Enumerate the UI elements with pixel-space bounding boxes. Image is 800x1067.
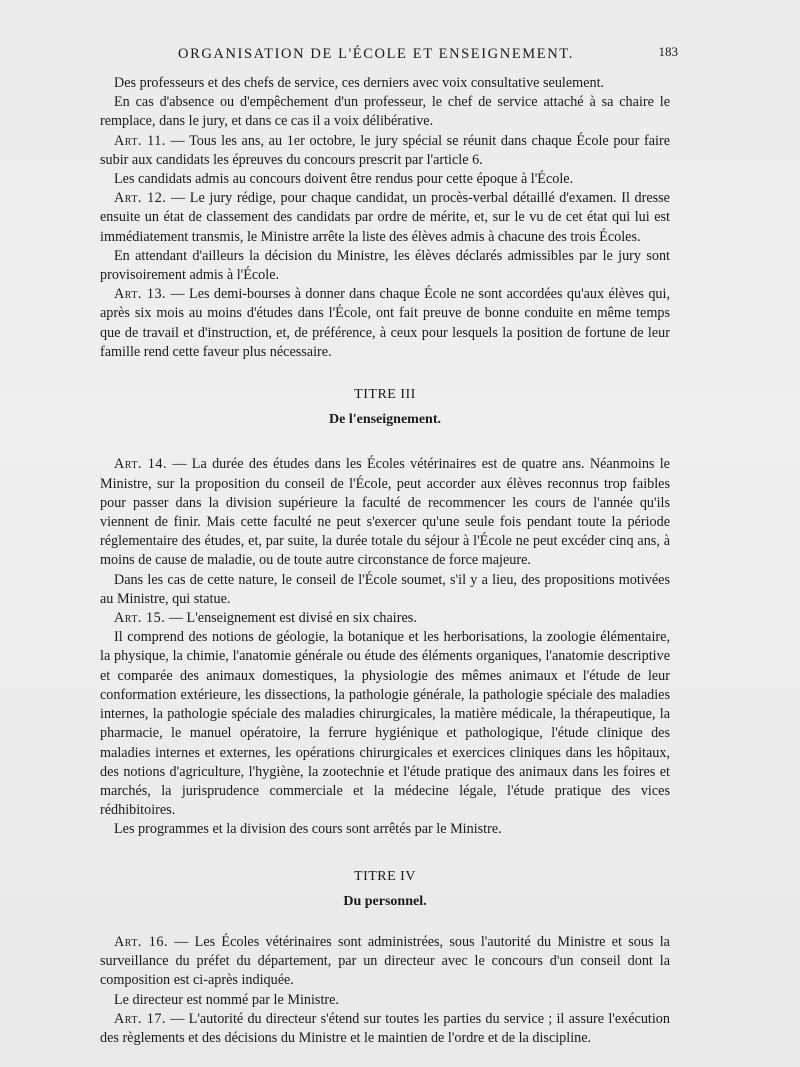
article-number: Art. 13. — [114, 286, 167, 303]
paragraph-text: Les programmes et la division des cours sont arrêtés par le Ministre. — [114, 821, 502, 838]
paragraph — [100, 991, 670, 1010]
paragraph-text: — Tous les ans, au 1er octobre, le jury spécial se réunit dans chaque École pour faire subir aux candidats les épreuves du concours prescrit par l'article 6. — [100, 132, 670, 168]
titre-iv-subtitle: Du personnel. — [343, 893, 427, 909]
paragraph-text: — Les Écoles vétérinaires sont administrées, sous l'autorité du Ministre et sous la surveillance du préfet du département, par un directeur avec le concours d'un conseil dont la composition est ci-après indiquée. — [100, 933, 670, 989]
paragraph — [100, 1010, 670, 1048]
section-personnel — [100, 933, 670, 1048]
paragraph — [100, 820, 670, 839]
section-enseignement — [100, 455, 670, 839]
article-number: Art. 11. — [114, 132, 166, 149]
paragraph — [100, 628, 670, 820]
page-number: 183 — [658, 44, 678, 59]
paragraph-text: En attendant d'ailleurs la décision du Ministre, les élèves déclarés admissibles par le jury sont provisoirement admis à l'École. — [100, 247, 670, 284]
paragraph — [100, 609, 670, 628]
paragraph — [100, 170, 670, 189]
paragraph — [100, 74, 670, 93]
article-number: Art. 14. — [114, 456, 168, 473]
paragraph — [100, 189, 670, 247]
paragraph-text: — La durée des études dans les Écoles vétérinaires est de quatre ans. Néanmoins le Ministre, sur la proposition du conseil de l'École, peut accorder aux élèves reconnus trop faibles pour passer dans la division supérieure la faculté de recommencer les cours de l'année qu'ils viennent de finir. Mais cette faculté ne peut s'exercer qu'une seule fois pendant toute la période réglementaire des études, et, par suite, la durée totale du séjour à l'École ne peut excéder cinq ans, à moins de cause de maladie, ou de toute autre circonstance de force majeure. — [100, 456, 670, 569]
paragraph-text: Il comprend des notions de géologie, la botanique et les herborisations, la zoologie élémentaire, la physique, la chimie, l'anatomie générale ou étude des éléments organiques, l'anatomie descriptive et comparée des animaux domestiques, la physiologie des mêmes animaux et l'étude de leur conformation extérieure, les dissections, la pathologie générale, la pathologie spéciale des maladies internes, la pathologie spéciale des maladies chirurgicales, la matière médicale, la thérapeutique, la pharmacie, le manuel opératoire, la ferrure hygiénique et pathologique, l'étude clinique des maladies internes et externes, les opérations chirurgicales et exercices cliniques dans les hôpitaux, des notions d'agriculture, l'hygiène, la zootechnie et l'étude pratique des animaux dans les foires et marchés, la jurisprudence commerciale et la médecine légale, l'étude pratique des vices rédhibitoires. — [100, 629, 670, 819]
page-body — [100, 74, 670, 1048]
paragraph-text: — L'autorité du directeur s'étend sur toutes les parties du service ; il assure l'exécution des règlements et des décisions du Ministre et le maintien de l'ordre et de la discipline. — [100, 1010, 670, 1046]
paragraph-text: Des professeurs et des chefs de service, ces derniers avec voix consultative seulement. — [114, 75, 605, 91]
titre-iv-heading: TITRE IV — [354, 868, 416, 884]
section-admission — [100, 74, 670, 362]
paragraph — [100, 132, 670, 170]
paragraph-text: Dans les cas de cette nature, le conseil de l'École soumet, s'il y a lieu, des propositions motivées au Ministre, qui statue. — [100, 571, 670, 607]
paragraph-text: — Le jury rédige, pour chaque candidat, un procès-verbal détaillé d'examen. Il dresse ensuite un état de classement des candidats par ordre de mérite, et, sur le vu de cet état qui lui est immédiatement transmis, le Ministre arrête la liste des élèves admis à chacune des trois Écoles. — [100, 190, 670, 245]
paragraph-text: Les candidats admis au concours doivent être rendus pour cette époque à l'École. — [114, 171, 574, 188]
titre-iii-subtitle: De l'enseignement. — [329, 412, 441, 428]
article-number: Art. 12. — [114, 190, 167, 207]
paragraph — [100, 93, 670, 131]
article-number: Art. 17. — [114, 1010, 166, 1027]
article-number: Art. 16. — [114, 933, 168, 950]
paragraph-text: Le directeur est nommé par le Ministre. — [114, 991, 339, 1008]
paragraph — [100, 571, 670, 609]
paragraph — [100, 455, 670, 570]
paragraph — [100, 247, 670, 285]
running-title: ORGANISATION DE L'ÉCOLE ET ENSEIGNEMENT. — [178, 46, 574, 62]
paragraph-text: — L'enseignement est divisé en six chaires. — [165, 610, 417, 627]
paragraph — [100, 933, 670, 991]
paragraph-text: — Les demi-bourses à donner dans chaque École ne sont accordées qu'aux élèves qui, après six mois au moins d'études dans l'École, ont fait preuve de bonne conduite en même temps que de travail et d'instruction, et, de préférence, à ceux pour lesquels la position de fortune de leur famille rend cette faveur plus nécessaire. — [100, 286, 670, 360]
paragraph-text: En cas d'absence ou d'empêchement d'un professeur, le chef de service attaché à sa chaire le remplace, dans le jury, et dans ce cas il a voix délibérative. — [100, 94, 670, 130]
paragraph — [100, 285, 670, 362]
article-number: Art. 15. — [114, 610, 166, 627]
titre-iii-heading: TITRE III — [354, 387, 416, 403]
